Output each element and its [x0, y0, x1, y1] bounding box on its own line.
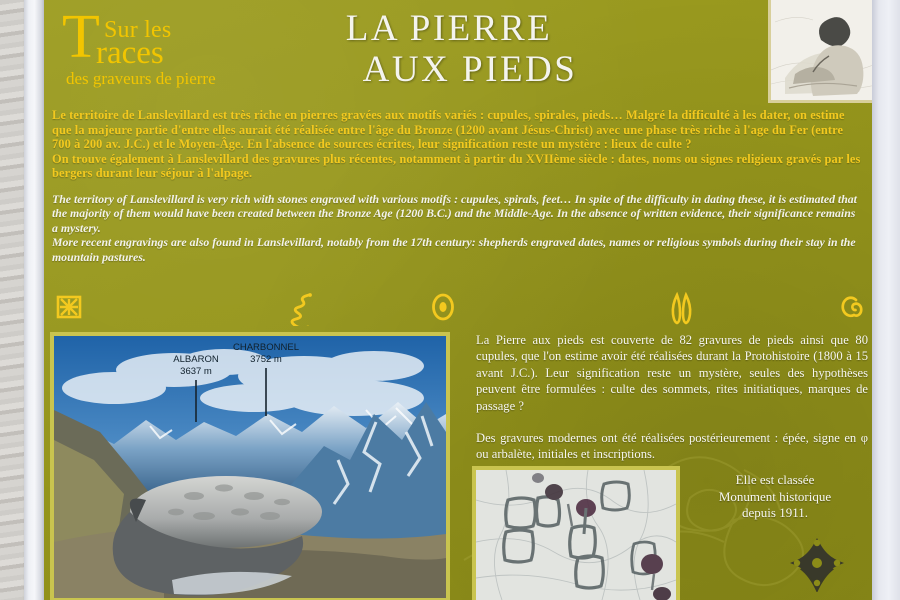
intro-en-paragraph-1: The territory of Lanslevillard is very rich with stones engraved with various motifs : cupules, spirals, feet… In spite of the difficulty in dating these, it is estimated that the majority of them would have been created between the Bronze Age (1200 B.C.) and the Middle-Age. In the absence of written evidence, their significance remains a mystery. [52, 192, 857, 235]
logo-line-sur-les: Sur les [104, 17, 172, 43]
logo-sur-les-traces [56, 4, 256, 92]
classification-line-1: Elle est classée [735, 472, 815, 487]
main-description-text [476, 332, 868, 479]
two-feet-symbol [664, 288, 698, 326]
classification-line-3: depuis 1911. [742, 505, 808, 520]
classification-line-2: Monument historique [718, 488, 832, 504]
wall-right [872, 0, 900, 600]
intro-fr-paragraph-1: Le territoire de Lanslevillard est très riche en pierres gravées aux motifs variés : cupules, spirales, pieds… Malgré la difficulté à les dater, on estime que la majeure partie d'entre elles aurait été réalisée entre l'âge du Bronze (1200 avant Jésus-Christ) avec une phase très riche à l'age du Fer (entre 700 à 200 av. J.C.) et le Moyen-Âge. En l'absence de sources écrites, leur signification reste un mystère : lieux de culte ? [52, 108, 845, 152]
page-title [234, 8, 664, 90]
monument-historique-logo [786, 534, 848, 592]
description-paragraph-2: Des gravures modernes ont été réalisées postérieurement : épée, signe en φ ou arbalète, initiales et inscriptions. [476, 431, 868, 462]
intro-text-english [52, 192, 864, 264]
description-paragraph-1: La Pierre aux pieds est couverte de 82 gravures de pieds ainsi que 80 cupules, que l'on estime avoir été réalisées durant la Protohistoire (1800 à 15 avant J.C.). Leur signification reste un mystère, seules des hypothèses peuvent être formulées : culte des sommets, rites initiatiques, marques de passage ? [476, 333, 868, 413]
concentric-oval-symbol [426, 288, 460, 326]
engraved-footprints-closeup-photo [472, 466, 680, 600]
intro-fr-paragraph-2: On trouve également à Lanslevillard des gravures plus récentes, notamment à partir du XVIIème siècle : dates, noms ou signes religieux gravés par les bergers durant leur séjour à l'alpage. [52, 151, 861, 181]
engraver-sketch-photo [768, 0, 872, 103]
svg-text:3637 m: 3637 m [180, 366, 212, 377]
title-line-1: LA PIERRE [345, 8, 553, 49]
logo-line-races: races [96, 35, 164, 71]
petroglyph-symbol-strip [44, 288, 872, 326]
logo-initial: T [62, 3, 100, 71]
svg-text:ALBARON: ALBARON [173, 354, 219, 365]
panel-frame-rail-left [24, 0, 46, 600]
pierre-aux-pieds-photo [50, 332, 450, 600]
spiral-symbol [834, 288, 868, 326]
grid-star-symbol [52, 288, 86, 326]
interpretive-panel [44, 0, 872, 600]
title-line-2: AUX PIEDS [362, 49, 578, 90]
svg-text:3752 m: 3752 m [250, 354, 282, 365]
classification-note [680, 472, 870, 522]
zigzag-serpent-symbol [288, 288, 322, 326]
logo-line-subtitle: des graveurs de pierre [66, 69, 216, 88]
svg-text:CHARBONNEL: CHARBONNEL [233, 342, 299, 353]
intro-text-french [52, 108, 864, 181]
intro-en-paragraph-2: More recent engravings are also found in Lanslevillard, notably from the 17th century: shepherds engraved dates, names or religious symbols during their stay in the mountain pastures. [52, 235, 856, 264]
